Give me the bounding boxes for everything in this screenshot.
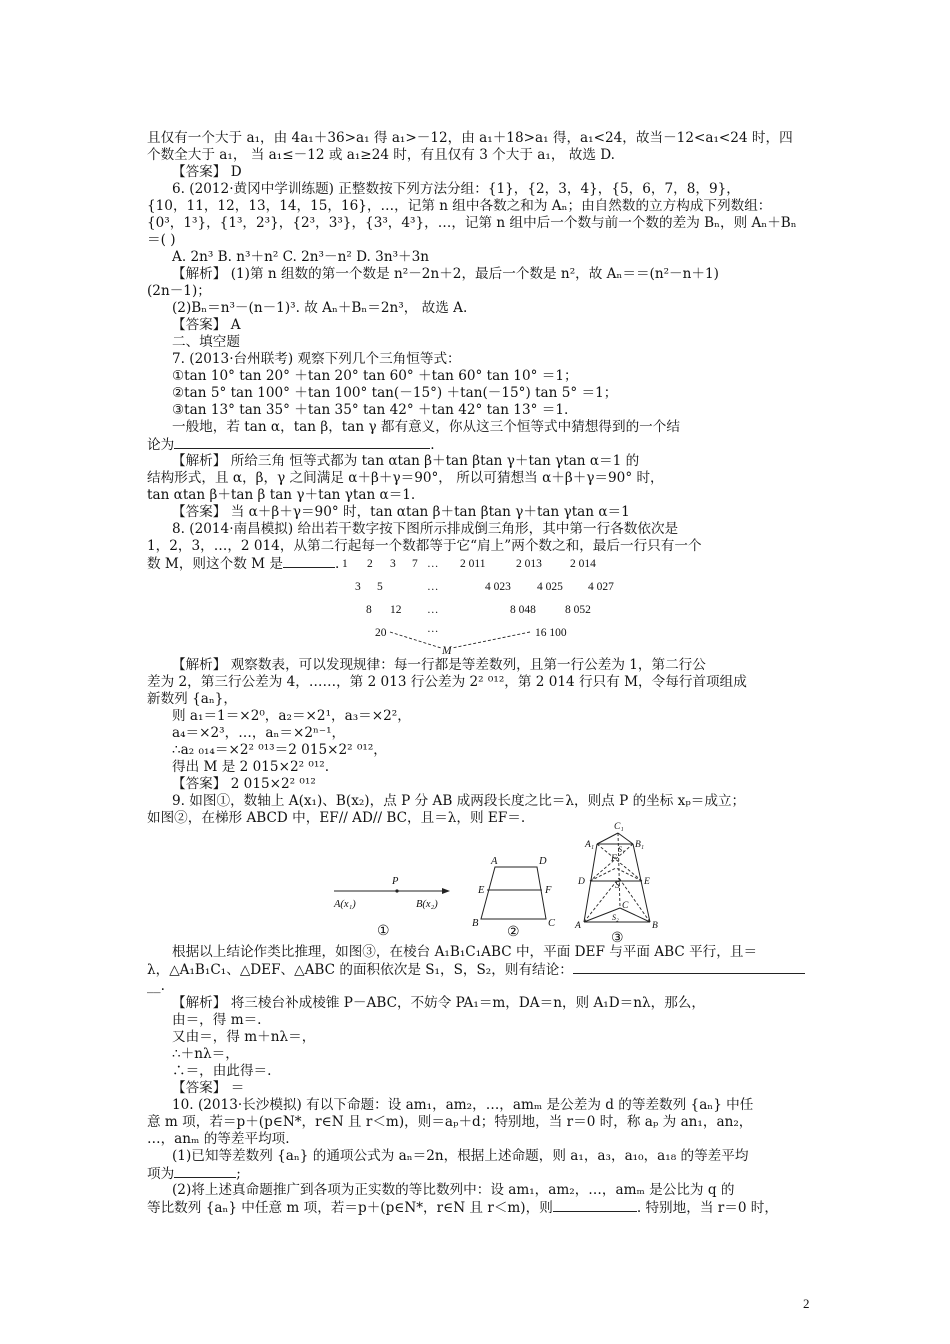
tri-cell: 12	[390, 604, 402, 616]
question-7: 7. (2013·台州联考) 观察下列几个三角恒等式：	[172, 351, 461, 367]
identity-line: ③tan 13° tan 35° ＋tan 35° tan 42° ＋tan 42° tan 13° ＝1.	[172, 402, 569, 418]
text-line: 根据以上结论作类比推理，如图③，在棱台 A₁B₁C₁ABC 中，平面 DEF 与平面 ABC 平行，且＝	[172, 944, 758, 960]
tri-cell: 2	[367, 558, 373, 570]
fig2-label: E	[478, 885, 485, 896]
answer-line: 【答案】 D	[172, 164, 242, 180]
tri-cell: 4 023	[485, 581, 511, 593]
text-span: 数 M，则这个数 M 是	[147, 556, 283, 572]
answer-blank	[174, 436, 430, 449]
identity-line: ①tan 10° tan 20° ＋tan 20° tan 60° ＋tan 60° tan 10° ＝1；	[172, 368, 578, 384]
fig3-label: A	[575, 921, 581, 931]
identity-line: ②tan 5° tan 100° ＋tan 100° tan(－15°) ＋tan(－15°) tan 5° ＝1；	[172, 385, 618, 401]
question-8: 8. (2014·南昌模拟) 给出若干数字按下图所示排成倒三角形，其中第一行各数依次是	[172, 521, 679, 537]
fig3-label: C₁	[614, 822, 624, 832]
text-line: 如图②，在梯形 ABCD 中，EF// AD// BC，且＝λ，则 EF＝.	[147, 810, 526, 826]
text-line: 意 m 项，若＝p＋(p∈N*，r∈N 且 r＜m)，则＝aₚ＋d；特别地，当 r＝0 时，称 aₚ 为 an₁，an₂，	[147, 1114, 753, 1130]
text-line: a₄＝×2³，…，aₙ＝×2ⁿ⁻¹，	[172, 725, 346, 741]
text-line: 结构形式，且 α，β，γ 之间满足 α＋β＋γ＝90°， 所以可猜想当 α＋β＋γ＝90° 时，	[147, 470, 664, 486]
tri-cell: 8 052	[565, 604, 591, 616]
section-heading: 二、填空题	[172, 334, 240, 350]
answer-blank	[283, 555, 335, 568]
text-span: 论为	[147, 437, 175, 453]
text-span: λ，△A₁B₁C₁、△DEF、△ABC 的面积依次是 S₁，S，S₂，则有结论：	[147, 962, 573, 978]
text-line: tan αtan β＋tan β tan γ＋tan γtan α＝1.	[147, 487, 416, 503]
fig2-label: D	[539, 856, 547, 867]
answer-line: 【答案】 当 α＋β＋γ＝90° 时，tan αtan β＋tan βtan γ＋tan γtan α＝1	[172, 504, 630, 520]
text-line: ＝( )	[147, 232, 176, 248]
fig3-label: D	[578, 877, 585, 887]
text-line: 论为 .	[147, 437, 435, 453]
fig2-caption: ②	[507, 925, 520, 940]
page-number: 2	[803, 1296, 810, 1311]
text-span: . 特别地，当 r＝0 时，	[636, 1200, 778, 1216]
choices-line: A. 2n³ B. n³＋n² C. 2n³－n² D. 3n³＋3n	[172, 249, 430, 265]
tri-cell: 5	[377, 581, 383, 593]
text-line: …，anₘ 的等差平均项.	[147, 1131, 290, 1147]
text-line: (2)Bₙ＝n³－(n－1)³. 故 Aₙ＋Bₙ＝2n³， 故选 A.	[172, 300, 468, 316]
question-6: 6. (2012·黄冈中学训练题) 正整数按下列方法分组：{1}，{2，3，4}，{5，6，7，8，9}，	[172, 181, 740, 197]
text-line	[147, 961, 805, 979]
question-10: 10. (2013·长沙模拟) 有以下命题：设 am₁，am₂，…，amₘ 是公差为 d 的等差数列 {aₙ} 中任	[172, 1097, 754, 1113]
text-line: 新数列 {aₙ}，	[147, 691, 237, 707]
fig3-caption: ③	[611, 931, 624, 944]
answer-line: 【答案】 A	[172, 317, 241, 333]
text-line: 项为 ;	[147, 1166, 241, 1182]
answer-line: 【答案】 ＝	[172, 1080, 245, 1096]
text-line: 数 M，则这个数 M 是 .	[147, 556, 340, 572]
fig3-label: B₁	[635, 840, 645, 850]
text-line: 由＝，得 m＝.	[172, 1012, 262, 1028]
figure-1-number-line	[330, 872, 455, 942]
text-line: (1)已知等差数列 {aₙ} 的通项公式为 aₙ＝2n，根据上述命题，则 a₁，a₃，a₁₀，a₁₈ 的等差平均	[172, 1148, 749, 1164]
fig3-label: S₂	[612, 913, 619, 922]
fig3-label: F	[611, 854, 617, 864]
text-line: 则 a₁＝1＝×2⁰，a₂＝×2¹，a₃＝×2²，	[172, 708, 411, 724]
tri-cell: …	[427, 558, 439, 570]
text-line: 一般地，若 tan α，tan β，tan γ 都有意义，你从这三个恒等式中猜想得到的一个结	[172, 419, 680, 435]
fig1-label: A(x₁)	[334, 899, 356, 910]
tri-cell: 3	[355, 581, 361, 593]
text-line: 个数全大于 a₁， 当 a₁≤－12 或 a₁≥24 时，有且仅有 3 个大于 a₁， 故选 D.	[147, 147, 615, 163]
text-line: 又由＝，得 m＋nλ＝，	[172, 1029, 316, 1045]
answer-blank	[174, 1165, 236, 1178]
tri-cell: 4 027	[588, 581, 614, 593]
tri-cell: 2 013	[516, 558, 542, 570]
analysis-line: 【解析】 所给三角 恒等式都为 tan αtan β＋tan βtan γ＋tan γtan α＝1 的	[172, 453, 640, 469]
text-span: 项为	[147, 1166, 175, 1182]
number-triangle-figure	[330, 553, 660, 657]
fig3-label: B	[652, 921, 658, 931]
fig3-label: A₁	[585, 840, 595, 850]
text-line: 差为 2，第三行公差为 4，……，第 2 013 行公差为 2² ⁰¹²，第 2 014 行只有 M，令每行首项组成	[147, 674, 747, 690]
fig3-label: E	[644, 877, 650, 887]
answer-blank	[553, 1199, 637, 1212]
tri-cell: 4 025	[537, 581, 563, 593]
text-line: 1，2，3，…，2 014，从第二行起每一个数都等于它“肩上”两个数之和，最后一行只有一个	[147, 538, 702, 554]
analysis-line: 【解析】 将三棱台补成棱锥 P－ABC，不妨令 PA₁＝m，DA＝n，则 A₁D＝nλ，那么，	[172, 995, 705, 1011]
tri-cell: 1	[342, 558, 348, 570]
text-span: 等比数列 {aₙ} 中任意 m 项，若＝p＋(p∈N*，r∈N 且 r＜m)，则	[147, 1200, 553, 1216]
tri-cell: …	[427, 581, 439, 593]
tri-cell: 16 100	[535, 627, 567, 639]
fig2-label: B	[472, 918, 479, 929]
answer-blank	[573, 961, 805, 974]
tri-cell: 2 011	[460, 558, 486, 570]
text-line	[147, 1199, 778, 1217]
analysis-line: 【解析】 观察数表，可以发现规律：每一行都是等差数列，且第一行公差为 1，第二行公	[172, 657, 706, 673]
text-line: (2)将上述真命题推广到各项为正实数的等比数列中：设 am₁，am₂，…，amₘ 是公比为 q 的	[172, 1182, 735, 1198]
tri-cell: …	[427, 604, 439, 616]
figure-3-frustum	[570, 816, 670, 944]
text-line: {10，11，12，13，14，15，16}，…，记第 n 组中各数之和为 Aₙ；由自然数的立方构成下列数组：	[147, 198, 772, 214]
fig1-label: P	[392, 876, 399, 887]
analysis-line: 【解析】 (1)第 n 组数的第一个数是 n²－2n＋2，最后一个数是 n²，故 Aₙ＝＝(n²－n＋1)	[172, 266, 719, 282]
answer-line: 【答案】 2 015×2² ⁰¹²	[172, 776, 316, 792]
tri-m: M	[442, 645, 452, 657]
fig1-label: B(x₂)	[416, 899, 438, 910]
fig1-caption: ①	[377, 924, 390, 939]
tri-cell: 8	[366, 604, 372, 616]
text-line: 且仅有一个大于 a₁，由 4a₁＋36>a₁ 得 a₁>－12，由 a₁＋18>a₁ 得，a₁<24，故当－12<a₁<24 时，四	[147, 130, 793, 146]
fig2-label: C	[548, 918, 556, 929]
fig2-label: A	[491, 856, 498, 867]
text-line: ∴＝，由此得＝.	[172, 1063, 272, 1079]
fig3-label: S₁	[618, 845, 625, 854]
tri-cell: 3	[390, 558, 396, 570]
tri-cell: …	[427, 623, 439, 635]
tri-cell: 7	[412, 558, 418, 570]
text-line: 得出 M 是 2 015×2² ⁰¹².	[172, 759, 330, 775]
fig3-label: C	[622, 901, 629, 911]
tri-cell: 20	[375, 627, 387, 639]
fig3-label: S	[615, 881, 620, 891]
tri-cell: 8 048	[510, 604, 536, 616]
question-9: 9. 如图①，数轴上 A(x₁)、B(x₂)，点 P 分 AB 成两段长度之比＝λ，则点 P 的坐标 xₚ＝成立；	[172, 793, 746, 809]
text-line: __.	[147, 978, 165, 994]
fig2-label: F	[545, 885, 552, 896]
text-line: ∴a₂ ₀₁₄＝×2² ⁰¹³＝2 015×2² ⁰¹²，	[172, 742, 387, 758]
text-line: (2n－1)；	[147, 283, 211, 299]
text-line: {0³，1³}，{1³，2³}，{2³，3³}，{3³，4³}，…，记第 n 组中后一个数与前一个数的差为 Bₙ，则 Aₙ＋Bₙ	[147, 215, 797, 231]
text-line: ∴＋nλ＝，	[172, 1046, 239, 1062]
figure-2-trapezoid	[470, 852, 565, 942]
tri-cell: 2 014	[570, 558, 596, 570]
